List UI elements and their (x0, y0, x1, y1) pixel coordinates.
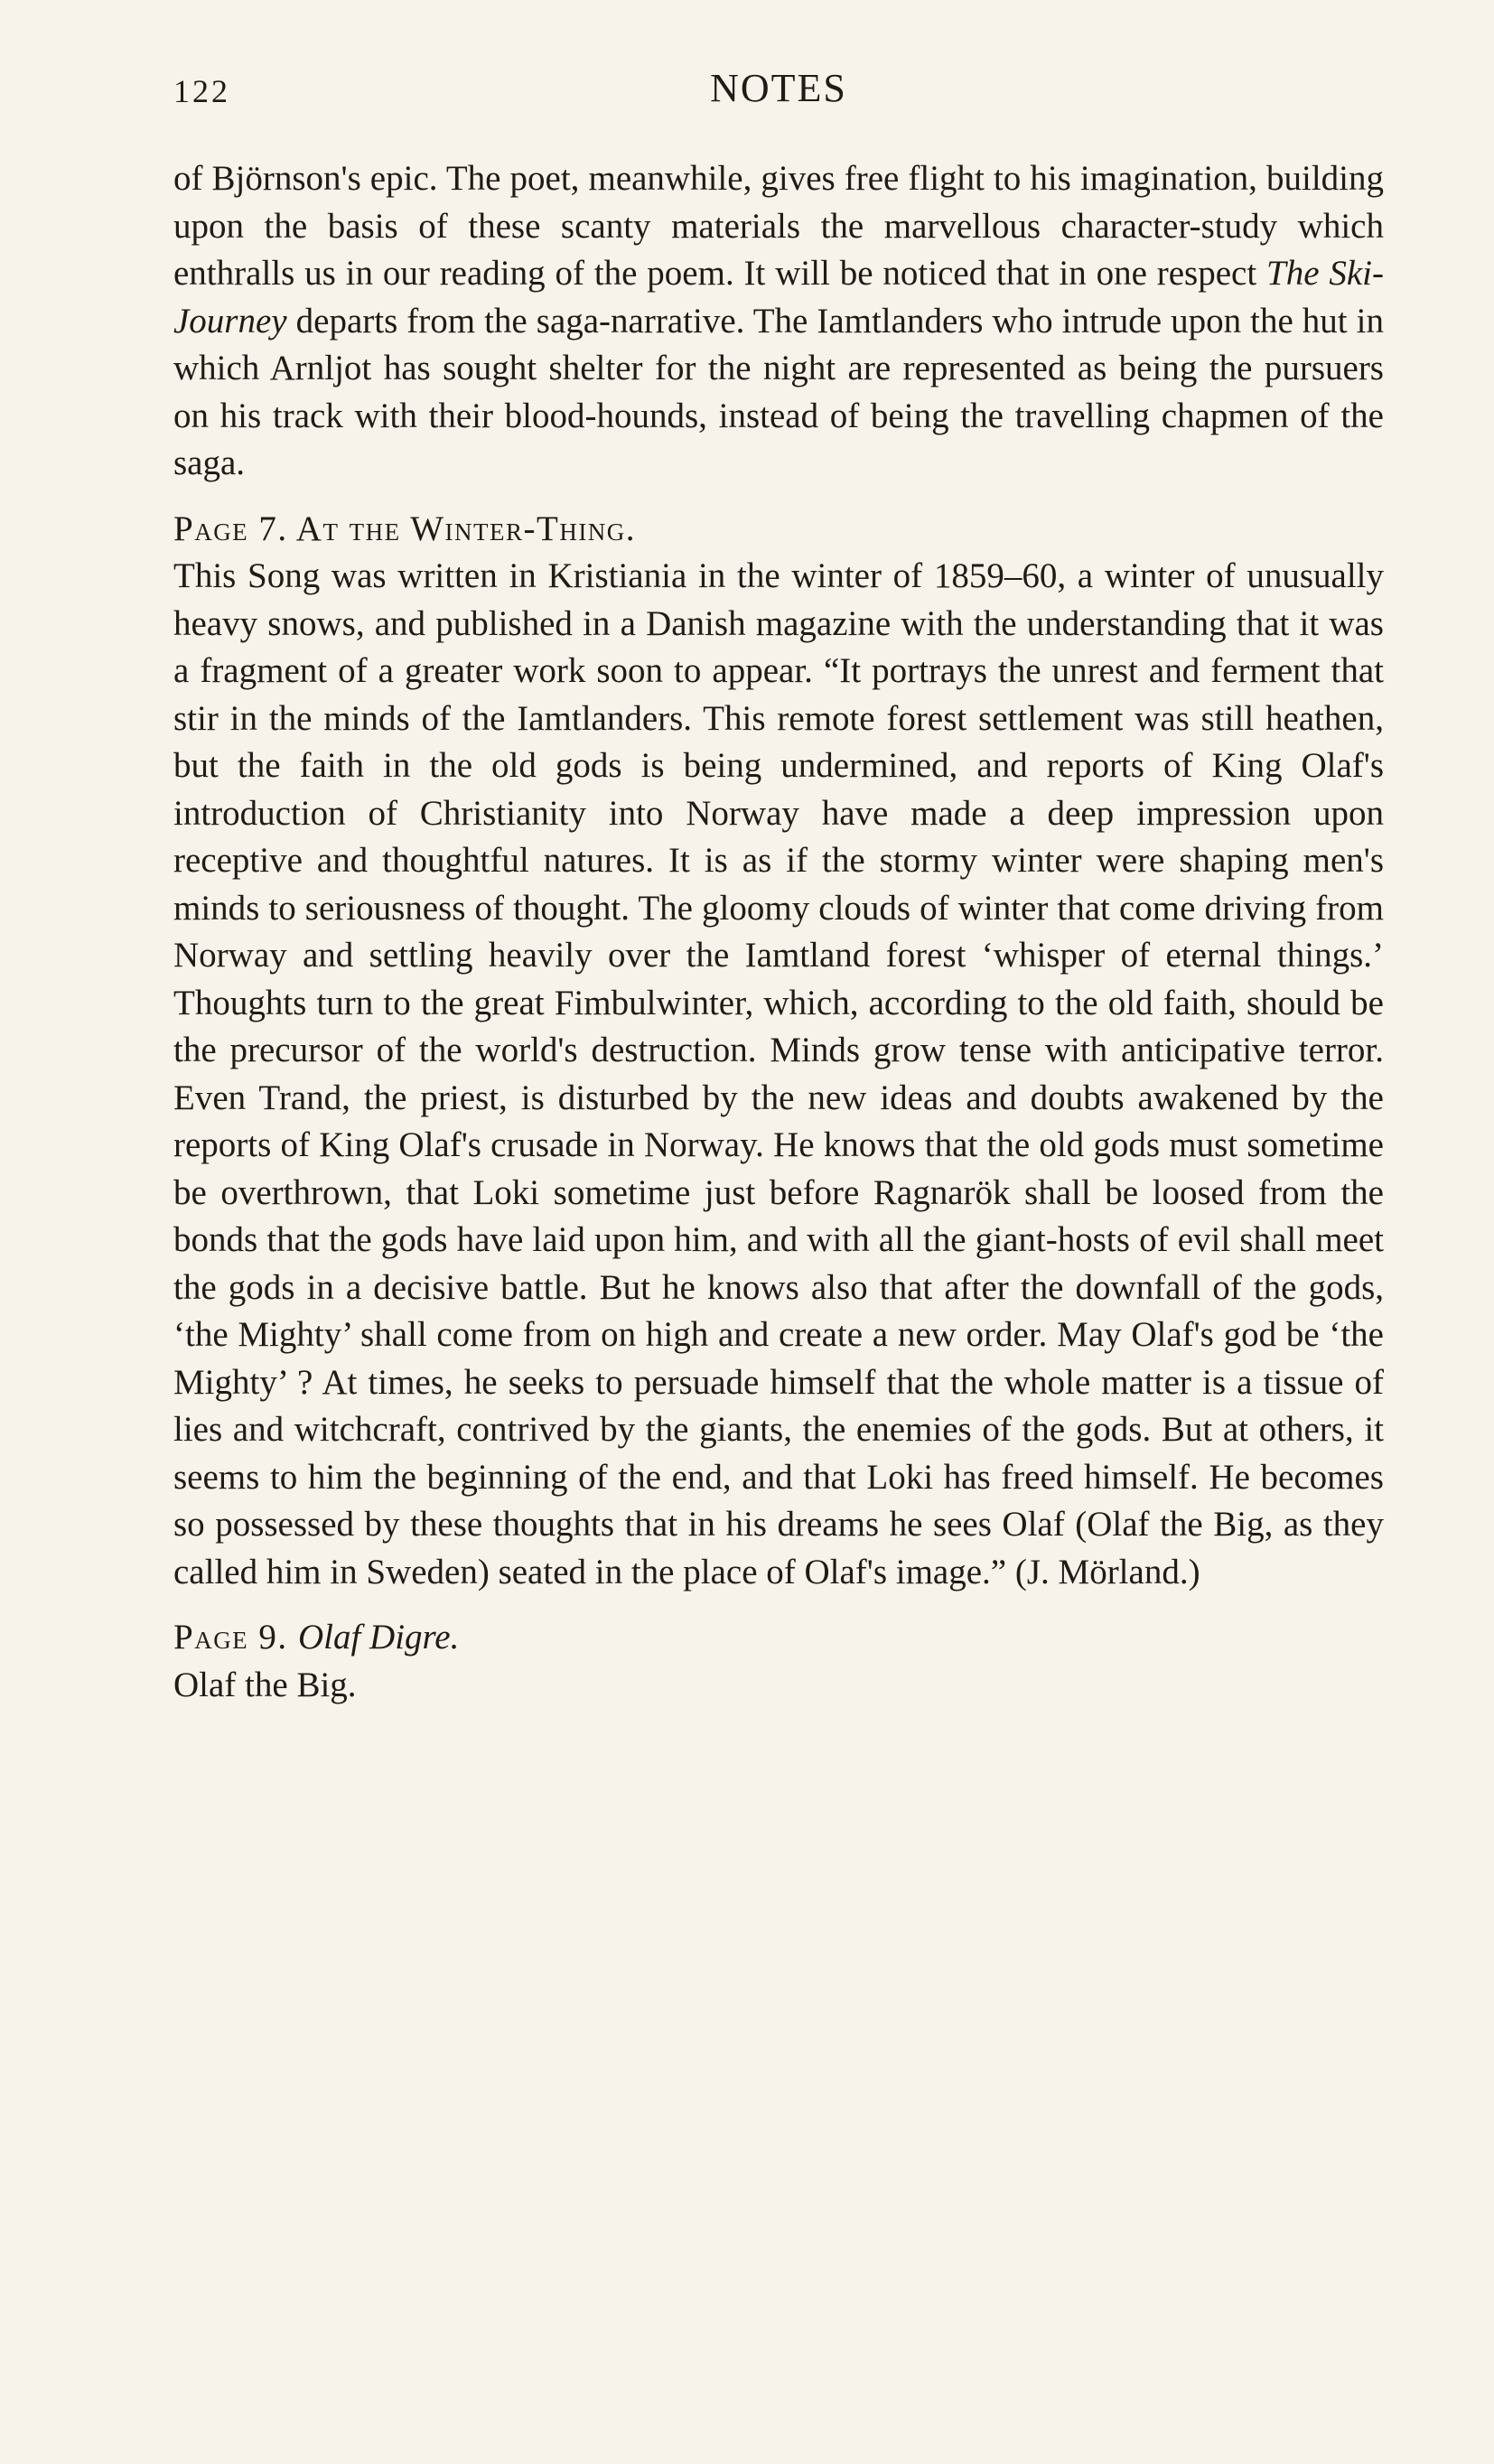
body-text (173, 155, 1384, 1709)
section-heading-ref: Olaf Digre. (297, 1618, 460, 1657)
paragraph-text-b: departs from the saga-narrative. The Iamtlanders who intrude upon the hut in which Arnljot has sought shelter for the night are represented as being the pursuers on his track with their blood-hounds, instead of being the travelling chapmen of the saga. (173, 301, 1384, 482)
paragraph-winter-thing: This Song was written in Kristiania in the winter of 1859–60, a winter of unusually heavy snows, and published in a Danish magazine with the understanding that it was a fragment of a greater work soon to appear. “It portrays the unrest and ferment that stir in the minds of the Iamtlanders. This remote forest settlement was still heathen, but the faith in the old gods is being undermined, and reports of King Olaf's introduction of Christianity into Norway have made a deep impression upon receptive and thoughtful natures. It is as if the stormy winter were shaping men's minds to seriousness of thought. The gloomy clouds of winter that come driving from Norway and settling heavily over the Iamtland forest ‘whisper of eternal things.’ Thoughts turn to the great Fimbulwinter, which, according to the old faith, should be the precursor of the world's destruction. Minds grow tense with anticipative terror. Even Trand, the priest, is disturbed by the new ideas and doubts awakened by the reports of King Olaf's crusade in Norway. He knows that the old gods must sometime be overthrown, that Loki sometime just before Ragnarök shall be loosed from the bonds that the gods have laid upon him, and with all the giant-hosts of evil shall meet the gods in a decisive battle. But he knows also that after the downfall of the gods, ‘the Mighty’ shall come from on high and create a new order. May Olaf's god be ‘the Mighty’ ? At times, he seeks to persuade himself that the whole matter is a tissue of lies and witchcraft, contrived by the giants, the enemies of the gods. But at others, it seems to him the beginning of the end, and that Loki has freed himself. He becomes so possessed by these thoughts that in his dreams he sees Olaf (Olaf the Big, as they called him in Sweden) seated in the place of Olaf's image.” (J. Mörland.) (173, 556, 1384, 1591)
page-header (173, 65, 1384, 119)
work-title: The Ski-Journey (173, 254, 1384, 341)
running-head: NOTES (710, 66, 847, 110)
page-number: 122 (173, 73, 230, 109)
paragraph-olaf-digre: Olaf the Big. (173, 1665, 357, 1704)
section-heading-winter-thing: Page 7. At the Winter-Thing. (173, 509, 637, 548)
paragraph-text-a: of Björnson's epic. The poet, meanwhile, gives free flight to his imagination, building upon the basis of these scanty materials the marvellous character-study which enthralls us in our reading of the poem. It will be noticed that in one respect (173, 159, 1384, 293)
paragraph-continuation (173, 155, 1384, 488)
section-heading-label: Page 9. (173, 1618, 288, 1657)
section-heading-olaf-digre (173, 1614, 1384, 1662)
